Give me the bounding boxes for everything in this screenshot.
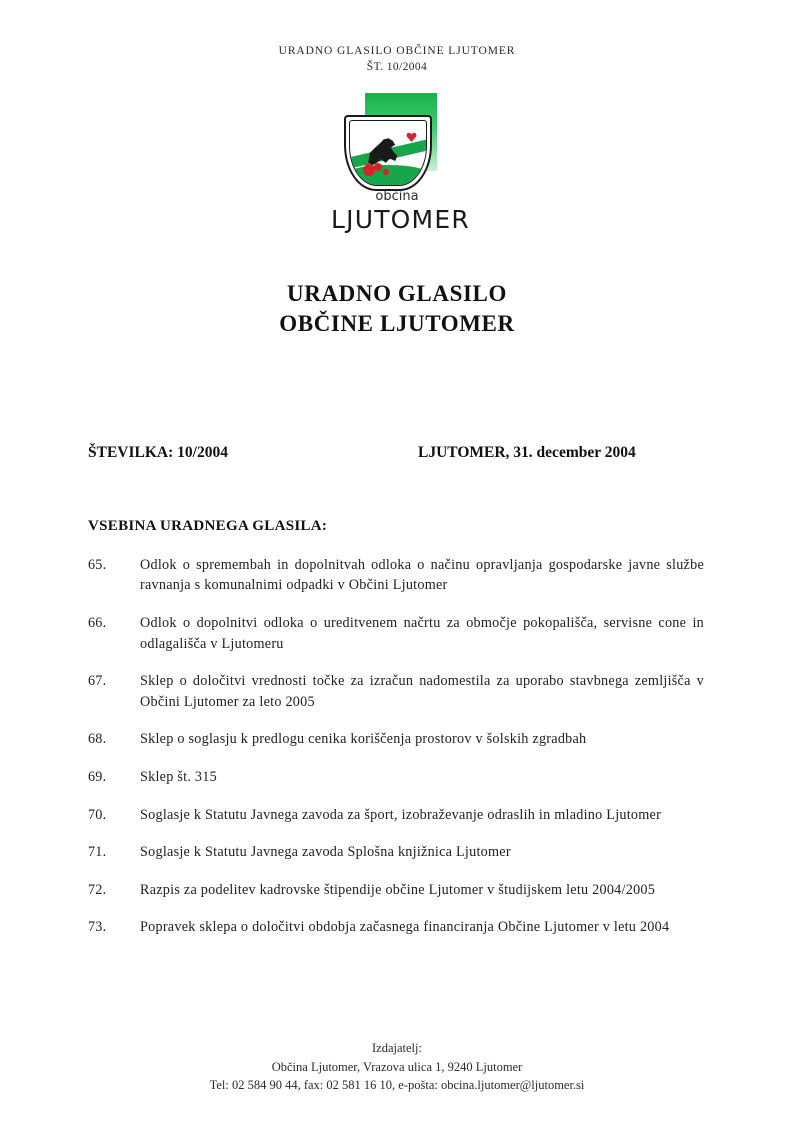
contents-list: [88, 555, 706, 938]
list-item: [88, 555, 706, 596]
page-title-line-2: OBČINE LJUTOMER: [279, 311, 515, 337]
list-item: [88, 729, 706, 750]
footer: [88, 1039, 706, 1095]
logo-word-obcina: občina: [375, 189, 419, 205]
list-item-number: 73.: [88, 919, 107, 936]
list-item: [88, 671, 706, 712]
footer-publisher-label: Izdajatelj:: [372, 1040, 422, 1055]
municipality-coat-of-arms-icon: [331, 93, 470, 235]
page-title-line-1: URADNO GLASILO: [287, 281, 507, 307]
list-item: [88, 842, 706, 863]
list-item: [88, 613, 706, 654]
list-item-number: 65.: [88, 556, 107, 573]
shield-icon: [344, 115, 432, 191]
issue-place-date: LJUTOMER, 31. december 2004: [418, 443, 636, 461]
shield-green-hill: [349, 165, 427, 186]
list-item-title: Sklep o soglasju k predlogu cenika koriščenja prostorov v šolskih zgradbah: [140, 731, 587, 748]
flower-icon: [363, 164, 375, 176]
footer-contact: Tel: 02 584 90 44, fax: 02 581 16 10, e-pošta: obcina.ljutomer@ljutomer.si: [209, 1078, 585, 1093]
list-item-title: Razpis za podelitev kadrovske štipendije občine Ljutomer v študijskem letu 2004/2005: [140, 881, 656, 898]
page-title: [88, 279, 706, 340]
list-item-title: Popravek sklepa o določitvi obdobja začasnega financiranja Občine Ljutomer v letu 2004: [140, 919, 670, 936]
footer-address: Občina Ljutomer, Vrazova ulica 1, 9240 Ljutomer: [271, 1059, 523, 1074]
logo-word-ljutomer: LJUTOMER: [331, 205, 470, 235]
list-item-title: Soglasje k Statutu Javnega zavoda Splošna knjižnica Ljutomer: [140, 844, 511, 861]
list-item-title: Odlok o dopolnitvi odloka o ureditvenem načrtu za območje pokopališča, servisne cone in odlagališča v Ljutomeru: [140, 614, 704, 652]
list-item-number: 66.: [88, 614, 107, 631]
list-item: [88, 767, 706, 788]
list-item-title: Sklep o določitvi vrednosti točke za izračun nadomestila za uporabo stavbnega zemljišča v Občini Ljutomer za leto 2005: [140, 673, 704, 710]
shield-inner: [349, 120, 427, 186]
list-item: [88, 917, 706, 938]
logo-block: [88, 93, 706, 235]
list-item-number: 69.: [88, 768, 107, 785]
issue-row: [88, 444, 706, 462]
list-item: [88, 880, 706, 901]
list-item: [88, 805, 706, 826]
list-item-title: Soglasje k Statutu Javnega zavoda za šport, izobraževanje odraslih in mladino Ljutomer: [140, 806, 662, 823]
list-item-number: 71.: [88, 844, 107, 861]
issue-number: ŠTEVILKA: 10/2004: [88, 443, 228, 461]
running-head: [88, 44, 706, 75]
running-head-line-1: URADNO GLASILO OBČINE LJUTOMER: [278, 45, 516, 57]
heart-icon: [406, 132, 417, 142]
list-item-number: 67.: [88, 673, 107, 690]
contents-heading: VSEBINA URADNEGA GLASILA:: [88, 517, 328, 534]
list-item-number: 68.: [88, 731, 107, 748]
list-item-title: Sklep št. 315: [140, 768, 217, 785]
running-head-line-2: ŠT. 10/2004: [366, 60, 428, 73]
list-item-number: 72.: [88, 881, 107, 898]
list-item-title: Odlok o spremembah in dopolnitvah odloka o načinu opravljanja gospodarske javne službe ravnanja s komunalnimi odpadki v Občini Ljutomer: [140, 556, 704, 594]
list-item-number: 70.: [88, 806, 107, 823]
